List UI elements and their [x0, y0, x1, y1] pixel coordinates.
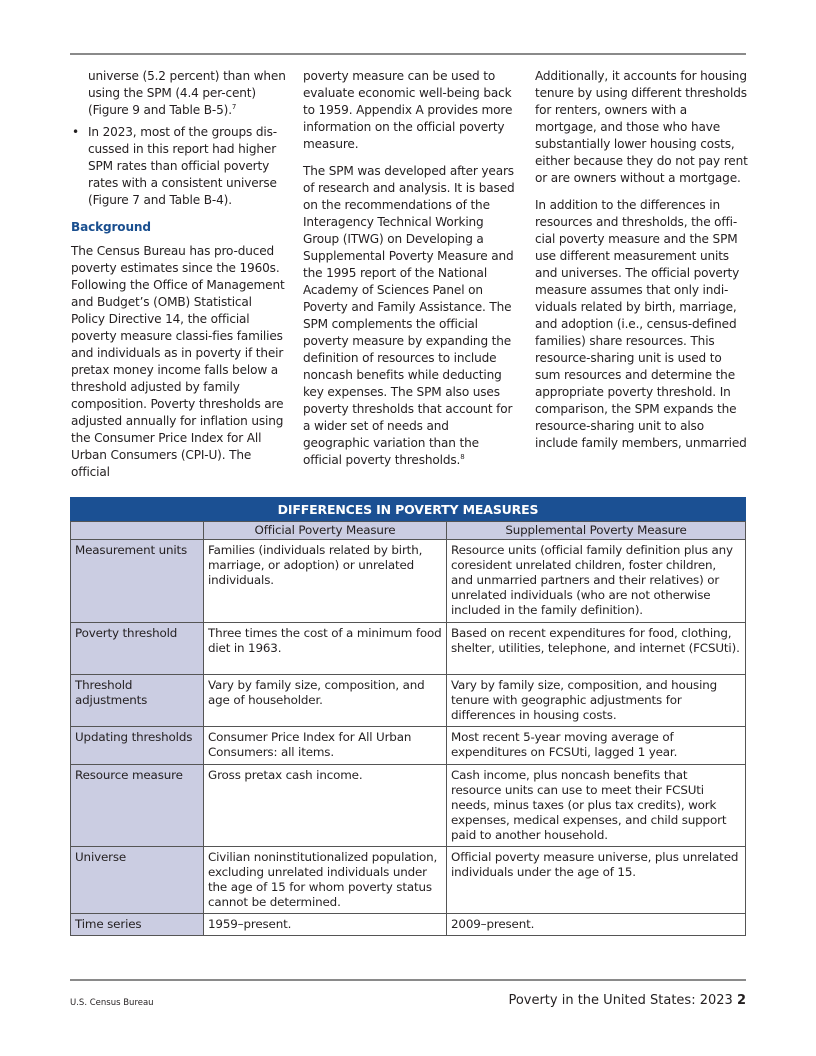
background-paragraph: The Census Bureau has pro-duced poverty estimates since the 1960s. Following the Office of Management and Budget’s (OMB) Statistical Policy Directive 14, the official poverty measure classi-fies families and individuals as in poverty if their pretax money income falls below a threshold adjusted by family composition. Poverty thresholds are adjusted annually for inflation using the Consumer Price Index for All Urban Consumers (CPI-U). The official	[71, 244, 285, 479]
top-rule	[70, 53, 746, 55]
section-heading-background: Background	[71, 220, 151, 234]
official-cell: Consumer Price Index for All Urban Consumers: all items.	[204, 727, 447, 765]
bullet-icon: •	[72, 125, 79, 139]
row-label: Threshold adjustments	[71, 675, 204, 727]
column-header-official: Official Poverty Measure	[204, 522, 447, 540]
column-header-spm: Supplemental Poverty Measure	[447, 522, 746, 540]
bullet-item	[71, 124, 286, 209]
spm-cell: Resource units (official family definition plus any coresident unrelated children, foster children, and unmarried partners and their relatives) or unrelated individuals (who are not otherwise included in the family definition).	[447, 540, 746, 623]
footnote-ref-8[interactable]: 8	[460, 453, 465, 461]
table-row	[71, 914, 746, 936]
footer-publisher: U.S. Census Bureau	[70, 998, 154, 1008]
paragraph-spm-development	[303, 163, 518, 469]
table-row	[71, 847, 746, 914]
paragraph-measurement-units: In addition to the differences in resources and thresholds, the offi-cial poverty measure and the SPM use different measurement units and universes. The official poverty measure assumes that only indi-viduals related by birth, marriage, and adoption (i.e., census-defined families) share resources. This resource-sharing unit is used to sum resources and determine the appropriate poverty threshold. In comparison, the SPM expands the resource-sharing unit to also include family members, unmarried	[535, 198, 747, 450]
official-cell: Gross pretax cash income.	[204, 765, 447, 847]
text-column-3	[535, 68, 750, 462]
row-label: Measurement units	[71, 540, 204, 623]
table-row	[71, 727, 746, 765]
column-header-blank	[71, 522, 204, 540]
spm-cell: Cash income, plus noncash benefits that resource units can use to meet their FCSUti needs, minus taxes (or plus tax credits), work expenses, medical expenses, and child support paid to another household.	[447, 765, 746, 847]
bullet-continuation	[71, 68, 286, 119]
footnote-ref-7[interactable]: 7	[231, 103, 237, 111]
row-label: Updating thresholds	[71, 727, 204, 765]
text-column-1	[71, 68, 286, 491]
table-row	[71, 765, 746, 847]
row-label: Resource measure	[71, 765, 204, 847]
table-header-row	[71, 522, 746, 540]
text-column-2	[303, 68, 518, 479]
table-title-row	[71, 498, 746, 522]
row-label: Poverty threshold	[71, 623, 204, 675]
page-number: 2	[736, 993, 746, 1008]
spm-cell: Most recent 5-year moving average of expenditures on FCSUti, lagged 1 year.	[447, 727, 746, 765]
paragraph-text: The SPM was developed after years of research and analysis. It is based on the recommendations of the Interagency Technical Working Group (ITWG) on Developing a Supplemental Poverty Measure and the 1995 report of the National Academy of Sciences Panel on Poverty and Family Assistance. The SPM complements the official poverty measure by expanding the definition of resources to include noncash benefits while deducting key expenses. The SPM also uses poverty thresholds that account for a wider set of needs and geographic variation than the official poverty thresholds.	[303, 164, 515, 467]
row-label: Universe	[71, 847, 204, 914]
official-cell: Civilian noninstitutionalized population, excluding unrelated individuals under the age of 15 for whom poverty status cannot be determined.	[204, 847, 447, 914]
footer-title	[508, 993, 746, 1008]
official-cell: Families (individuals related by birth, marriage, or adoption) or unrelated individuals.	[204, 540, 447, 623]
table-title: DIFFERENCES IN POVERTY MEASURES	[71, 498, 746, 522]
spm-cell: Official poverty measure universe, plus unrelated individuals under the age of 15.	[447, 847, 746, 914]
continuation-text: universe (5.2 percent) than when using the SPM (4.4 per-cent) (Figure 9 and Table B-5).	[88, 69, 286, 117]
table-row	[71, 675, 746, 727]
paragraph-housing-tenure: Additionally, it accounts for housing tenure by using different thresholds for renters, owners with a mortgage, and those who have substantially lower housing costs, either because they do not pay rent or are owners without a mortgage.	[535, 69, 748, 185]
row-label: Time series	[71, 914, 204, 936]
differences-table	[70, 497, 746, 936]
spm-cell: Based on recent expenditures for food, clothing, shelter, utilities, telephone, and internet (FCSUti).	[447, 623, 746, 675]
table-row	[71, 623, 746, 675]
spm-cell: 2009–present.	[447, 914, 746, 936]
official-cell: 1959–present.	[204, 914, 447, 936]
paragraph-official-measure: poverty measure can be used to evaluate economic well-being back to 1959. Appendix A provides more information on the official poverty measure.	[303, 69, 513, 151]
table-row	[71, 540, 746, 623]
official-cell: Vary by family size, composition, and age of householder.	[204, 675, 447, 727]
spm-cell: Vary by family size, composition, and housing tenure with geographic adjustments for differences in housing costs.	[447, 675, 746, 727]
bullet-text: In 2023, most of the groups dis-cussed in this report had higher SPM rates than official poverty rates with a consistent universe (Figure 7 and Table B-4).	[88, 125, 277, 207]
footer-report-title: Poverty in the United States: 2023	[508, 993, 733, 1008]
bottom-rule	[70, 979, 746, 981]
official-cell: Three times the cost of a minimum food diet in 1963.	[204, 623, 447, 675]
